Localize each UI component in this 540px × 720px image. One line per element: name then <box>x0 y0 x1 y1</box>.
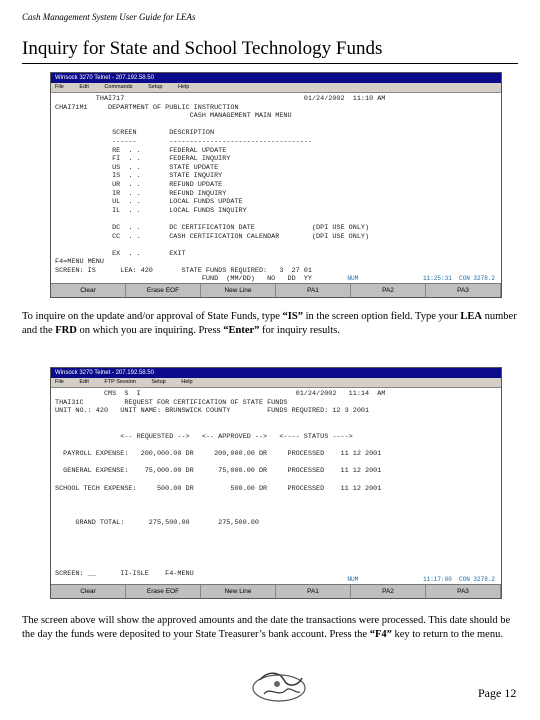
pa3-key[interactable]: PA3 <box>426 284 501 297</box>
menu-setup[interactable]: Setup <box>148 84 163 90</box>
dpi-logo-icon <box>250 666 308 706</box>
pa1-key[interactable]: PA1 <box>276 585 351 598</box>
clear-key[interactable]: Clear <box>51 284 126 297</box>
new-line-key[interactable]: New Line <box>201 284 276 297</box>
menu-ftp-session[interactable]: FTP Session <box>104 379 136 385</box>
terminal-screenshot-certification <box>50 367 502 599</box>
terminal-screenshot-main-menu <box>50 72 502 298</box>
erase-eof-key[interactable]: Erase EOF <box>126 284 201 297</box>
menu-help[interactable]: Help <box>181 379 193 385</box>
instruction-paragraph-2: The screen above will show the approved amounts and the date the transactions were processed. This date should be the day the funds were deposited to your State Treasurer’s bank account. Press the “F4” key to return to the menu. <box>22 615 511 640</box>
terminal-status-line: NUM 11:17:00 CON 3278.2 <box>347 576 495 583</box>
pa3-key[interactable]: PA3 <box>426 585 501 598</box>
pa1-key[interactable]: PA1 <box>276 284 351 297</box>
instruction-paragraph-1: To inquire on the update and/or approval of State Funds, type “IS” in the screen option field. Type your LEA number and the FRD on which you are inquiring. Press “Enter” for inquiry results. <box>22 311 517 336</box>
terminal-text: CMS S I 01/24/2002 11:14 AM THAI31C REQUEST FOR CERTIFICATION OF STATE FUNDS UNIT NO.: 420 UNIT NAME: BRUNSWICK COUNTY FUNDS REQUIRED: 12 3 2001 <-- REQUESTED --> <-- APPROVED --> <---- STATUS ----> PAYROLL EXPENSE: 200,000.00 DR 200,000.00 DR PROCESSED 11 12 2001 GENERAL EXPENSE: 75,000.00 DR 75,000.00 DR PROCESSED 11 12 2001 SCHOOL TECH EXPENSE: 500.00 DR 500.00 DR PROCESSED 11 12 2001 GRAND TOTAL: 275,500.00 275,500.00 SCREEN: __ II-ISLE F4-MENU <box>55 390 386 579</box>
window-titlebar: Winsock 3270 Telnet - 207.192.58.50 <box>51 368 501 378</box>
menu-commands[interactable]: Commands <box>104 84 133 90</box>
menu-edit[interactable]: Edit <box>79 379 89 385</box>
function-key-bar <box>51 283 501 297</box>
terminal-screen <box>51 388 501 584</box>
document-header: Cash Management System User Guide for LEAs <box>22 12 196 22</box>
menu-file[interactable]: File <box>55 84 64 90</box>
terminal-screen <box>51 93 501 283</box>
terminal-text: THAI717 01/24/2002 11:10 AM CHAI71M1 DEPARTMENT OF PUBLIC INSTRUCTION CASH MANAGEMENT MAIN MENU SCREEN DESCRIPTION ------ ----------------------------------- RE . . FEDERAL UPDATE FI . . FEDERAL INQUIRY US . . STATE UPDATE IS . . STATE INQUIRY UR . . REFUND UPDATE IR . . REFUND INQUIRY UL . . LOCAL FUNDS UPDATE IL . . LOCAL FUNDS INQUIRY DC . . DC CERTIFICATION DATE (DPI USE ONLY) CC . . CASH CERTIFICATION CALENDAR (DPI USE ONLY) EX . . EXIT F4=MENU MENU SCREEN: IS LEA: 420 STATE FUNDS REQUIRED: 3 27 01 FUND (MM/DD) NO DD YY <box>55 95 386 283</box>
window-menubar <box>51 83 501 93</box>
function-key-bar <box>51 584 501 598</box>
new-line-key[interactable]: New Line <box>201 585 276 598</box>
terminal-status-line: NUM 11:25:31 CON 3278.2 <box>347 275 495 282</box>
title-rule <box>22 63 518 64</box>
window-menubar <box>51 378 501 388</box>
window-titlebar: Winsock 3270 Telnet - 207.192.58.50 <box>51 73 501 83</box>
menu-edit[interactable]: Edit <box>79 84 89 90</box>
menu-file[interactable]: File <box>55 379 64 385</box>
pa2-key[interactable]: PA2 <box>351 284 426 297</box>
menu-setup[interactable]: Setup <box>151 379 166 385</box>
menu-help[interactable]: Help <box>177 84 190 90</box>
pa2-key[interactable]: PA2 <box>351 585 426 598</box>
erase-eof-key[interactable]: Erase EOF <box>126 585 201 598</box>
page-title: Inquiry for State and School Technology Funds <box>22 38 383 59</box>
page-number: Page 12 <box>478 686 517 700</box>
clear-key[interactable]: Clear <box>51 585 126 598</box>
